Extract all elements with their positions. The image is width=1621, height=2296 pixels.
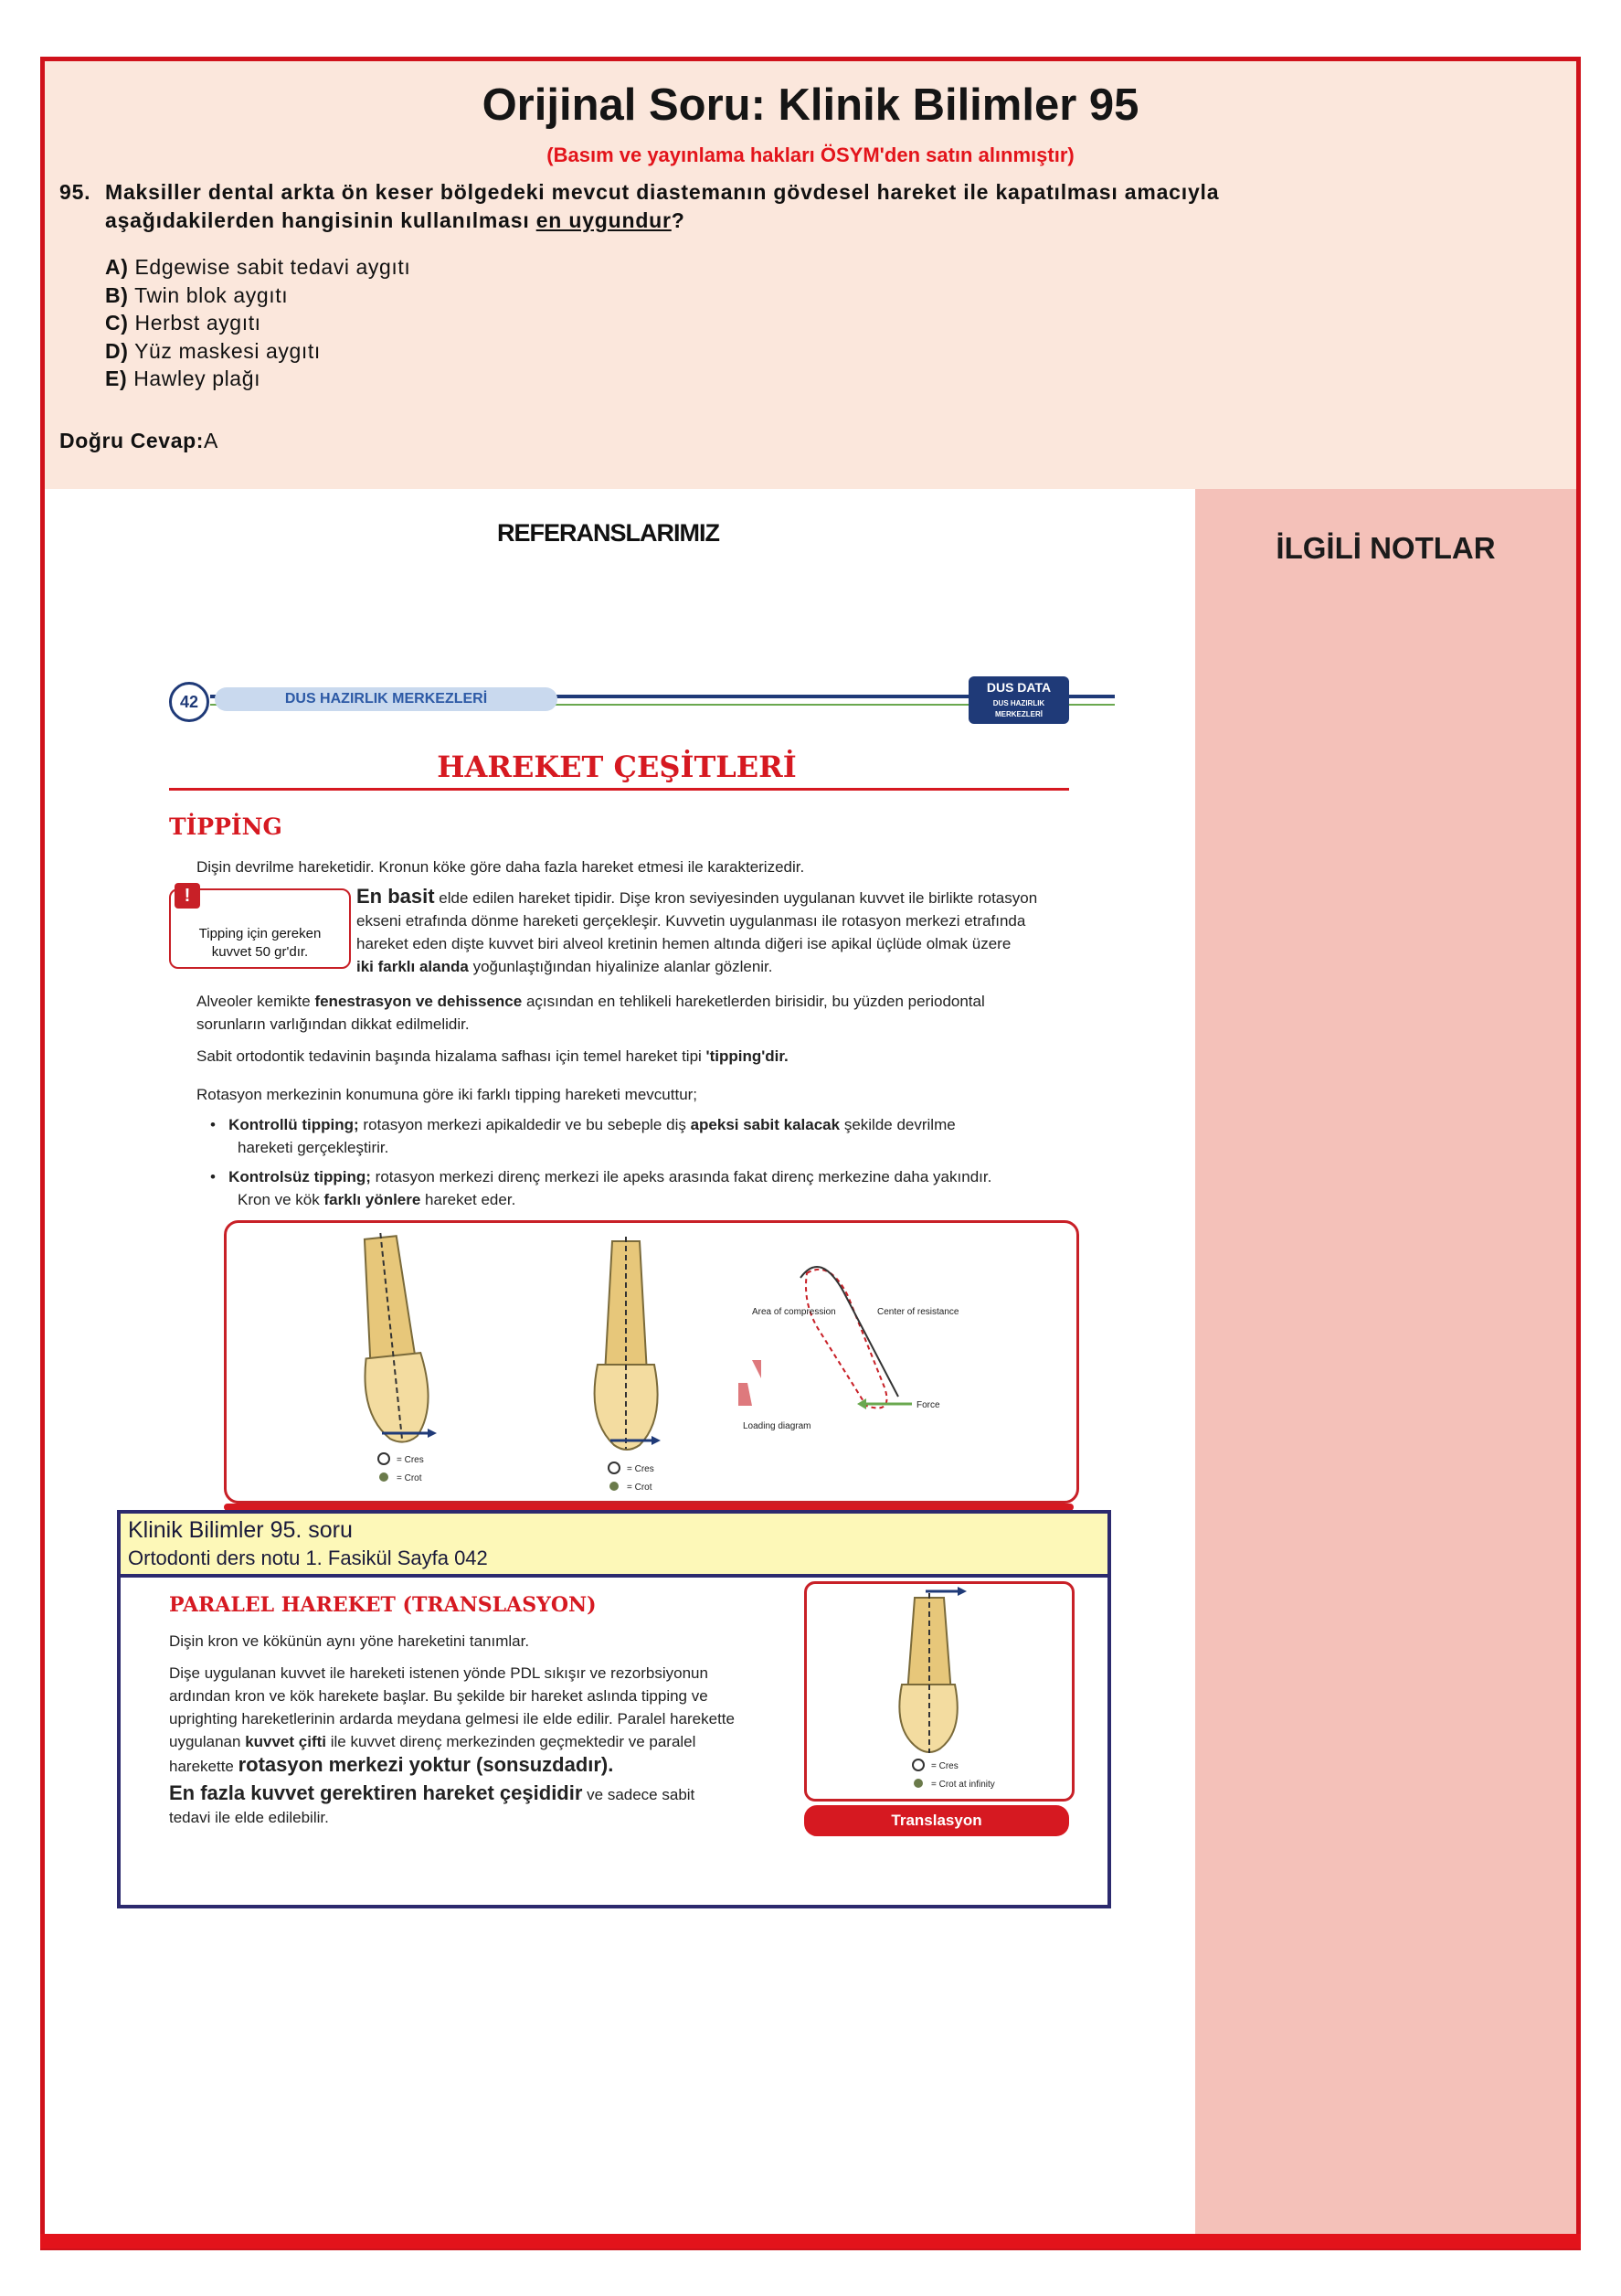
p2-a: Alveoler kemikte bbox=[196, 993, 315, 1010]
callout-line-2: Ortodonti ders notu 1. Fasikül Sayfa 042 bbox=[128, 1547, 488, 1569]
option-key: B) bbox=[105, 282, 129, 307]
option-b bbox=[105, 282, 410, 310]
tipping-paragraph-3 bbox=[196, 1045, 789, 1068]
t-l6b: En fazla kuvvet gerektiren hareket çeşididir bbox=[169, 1781, 583, 1804]
translation-heading: PARALEL HAREKET (TRANSLASYON) bbox=[169, 1593, 597, 1617]
p1-line3: hareket eden dişte kuvvet biri alveol kretinin hemen altında diğeri ise apikal üçlüde olmak üzere bbox=[356, 935, 1012, 952]
option-c bbox=[105, 309, 410, 337]
rights-note: (Basım ve yayınlama hakları ÖSYM'den satın alınmıştır) bbox=[546, 144, 1075, 166]
option-text: Edgewise sabit tedavi aygıtı bbox=[134, 255, 411, 279]
b1-bold2: apeksi sabit kalacak bbox=[690, 1116, 841, 1133]
b2-b: Kron ve kök bbox=[238, 1191, 324, 1208]
bullet-uncontrolled: • Kontrolsüz tipping; rotasyon merkezi direnç merkezi ile apeks arasında fakat direnç merkezine daha yakındır. Kron ve kök farklı yönlere hareket eder. bbox=[210, 1168, 992, 1208]
warning-text: Tipping için gereken kuvvet 50 gr'dır. bbox=[198, 926, 322, 960]
p1-bold: En basit bbox=[356, 885, 435, 908]
b1-a: rotasyon merkezi apikaldedir ve bu sebeple diş bbox=[358, 1116, 691, 1133]
t-l1: Dişe uygulanan kuvvet ile hareketi istenen yönde PDL sıkışır ve rezorbsiyonun bbox=[169, 1664, 708, 1682]
logo-text: DUS DATA bbox=[986, 680, 1052, 695]
t-def: Dişin kron ve kökünün aynı yöne hareketini tanımlar. bbox=[169, 1632, 530, 1650]
tipping-heading: TİPPİNG bbox=[169, 813, 282, 840]
center-resistance-label: Center of resistance bbox=[877, 1307, 959, 1317]
b2-c: hareket eder. bbox=[420, 1191, 516, 1208]
option-text: Herbst aygıtı bbox=[134, 311, 261, 335]
loading-diagram-label: Loading diagram bbox=[743, 1421, 811, 1431]
question-underlined: en uygundur bbox=[535, 208, 672, 232]
cres-label-3: = Cres bbox=[931, 1761, 959, 1771]
p1-line2: ekseni etrafında dönme hareketi gerçekleşir. Kuvvetin uygulanması ile rotasyon merkezi etrafında bbox=[356, 912, 1026, 930]
question-header bbox=[45, 61, 1576, 489]
b1-c: hareketi gerçekleştirir. bbox=[238, 1139, 389, 1156]
bullet-controlled: • Kontrollü tipping; rotasyon merkezi apikaldedir ve bu sebeple diş apeksi sabit kalacak şekilde devrilme hareketi gerçekleştirir. bbox=[210, 1113, 1078, 1159]
t-l6c: ve sadece sabit bbox=[582, 1786, 695, 1803]
p3-bold: 'tipping'dir. bbox=[705, 1047, 789, 1065]
options-list bbox=[105, 253, 410, 393]
t-l7: tedavi ile elde edilebilir. bbox=[169, 1809, 329, 1826]
question-line-1: Maksiller dental arkta ön keser bölgedeki mevcut diastemanın gövdesel hareket ile kapatılması amacıyla bbox=[105, 180, 1220, 204]
tipped-tooth-icon bbox=[350, 1229, 433, 1445]
header-pill: DUS HAZIRLIK MERKEZLERİ bbox=[215, 687, 557, 711]
p1-line1: elde edilen hareket tipidir. Dişe kron seviyesinden uygulanan kuvvet ile birlikte rotasyon bbox=[434, 889, 1038, 907]
option-text: Hawley plağı bbox=[133, 367, 261, 390]
b1-bold: Kontrollü tipping; bbox=[228, 1116, 359, 1133]
question-end: ? bbox=[671, 208, 685, 232]
force-label: Force bbox=[916, 1400, 940, 1410]
notes-title: İLGİLİ NOTLAR bbox=[1276, 531, 1496, 565]
option-a bbox=[105, 253, 410, 282]
option-key: D) bbox=[105, 338, 129, 363]
b2-bold: Kontrolsüz tipping; bbox=[228, 1168, 371, 1185]
answer-label: Doğru Cevap: bbox=[59, 429, 204, 452]
crot-infinity-label: = Crot at infinity bbox=[931, 1780, 995, 1790]
notes-panel bbox=[1195, 489, 1576, 2234]
option-key: A) bbox=[105, 255, 129, 279]
tipping-figure bbox=[224, 1220, 1079, 1504]
section-rule bbox=[169, 788, 1069, 791]
crot-label-2: = Crot bbox=[627, 1483, 652, 1493]
tipping-paragraph-1 bbox=[356, 885, 1078, 978]
option-text: Yüz maskesi aygıtı bbox=[134, 338, 321, 363]
bottom-bar bbox=[40, 2234, 1581, 2248]
option-d bbox=[105, 337, 410, 366]
tipping-illustration bbox=[227, 1223, 1076, 1501]
p1-bold2: iki farklı alanda bbox=[356, 958, 469, 975]
page-title: Orijinal Soru: Klinik Bilimler 95 bbox=[482, 80, 1139, 130]
references-title: REFERANSLARIMIZ bbox=[497, 519, 719, 547]
reference-callout bbox=[117, 1510, 1111, 1908]
callout-header bbox=[121, 1514, 1107, 1578]
p2-b: açısından en tehlikeli hareketlerden birisidir, bu yüzden periodontal bbox=[522, 993, 985, 1010]
b1-b: şekilde devrilme bbox=[840, 1116, 956, 1133]
tipping-paragraph-2 bbox=[196, 990, 1074, 1036]
option-key: C) bbox=[105, 311, 129, 335]
b2-bold2: farklı yönlere bbox=[323, 1191, 421, 1208]
translation-pill: Translasyon bbox=[804, 1805, 1069, 1836]
cres-label: = Cres bbox=[397, 1455, 424, 1465]
p3-a: Sabit ortodontik tedavinin başında hizalama safhası için temel hareket tipi bbox=[196, 1047, 706, 1065]
t-l5b: rotasyon merkezi yoktur (sonsuzdadır). bbox=[238, 1753, 614, 1776]
option-text: Twin blok aygıtı bbox=[134, 282, 289, 307]
question-number: 95. bbox=[59, 180, 91, 204]
exclamation-icon: ! bbox=[175, 883, 200, 909]
p2-c: sorunların varlığından dikkat edilmelidir. bbox=[196, 1015, 470, 1033]
t-l4b: kuvvet çifti bbox=[245, 1733, 326, 1750]
page-number: 42 bbox=[169, 682, 209, 722]
option-e bbox=[105, 365, 410, 393]
t-l5a: harekette bbox=[169, 1758, 238, 1775]
p1-line4: yoğunlaştığından hiyalinize alanlar gözlenir. bbox=[468, 958, 773, 975]
tipping-definition: Dişin devrilme hareketidir. Kronun köke göre daha fazla hareket etmesi ile karakterizedir. bbox=[196, 858, 805, 876]
t-l4a: uygulanan bbox=[169, 1733, 246, 1750]
option-key: E) bbox=[105, 367, 128, 390]
correct-answer bbox=[59, 429, 218, 453]
section-title: HAREKET ÇEŞİTLERİ bbox=[437, 749, 797, 784]
b2-a: rotasyon merkezi direnç merkezi ile apeks arasında fakat direnç merkezine daha yakındır. bbox=[370, 1168, 992, 1185]
p2-bold: fenestrasyon ve dehissence bbox=[314, 993, 523, 1010]
question-line-2-text: aşağıdakilerden hangisinin kullanılması bbox=[105, 208, 536, 232]
crot-label: = Crot bbox=[397, 1473, 422, 1483]
cres-label-2: = Cres bbox=[627, 1464, 654, 1474]
question-line-2 bbox=[105, 207, 1430, 235]
area-compression-label: Area of compression bbox=[752, 1307, 836, 1317]
t-l2: ardından kron ve kök harekete başlar. Bu şekilde bir hareket aslında tipping ve bbox=[169, 1687, 708, 1705]
answer-value: A bbox=[204, 429, 218, 452]
logo-subtext: DUS HAZIRLIK MERKEZLERİ bbox=[992, 699, 1045, 718]
question-text bbox=[59, 178, 1430, 235]
loading-diagram-icon bbox=[738, 1267, 912, 1409]
warning-box bbox=[169, 888, 351, 969]
callout-line-1: Klinik Bilimler 95. soru bbox=[128, 1517, 353, 1543]
controlled-tooth-icon bbox=[595, 1237, 658, 1450]
tipping-paragraph-4: Rotasyon merkezinin konumuna göre iki farklı tipping hareketi mevcuttur; bbox=[196, 1086, 698, 1103]
t-l3: uprighting hareketlerinin ardarda meydana gelmesi ile elde edilir. Paralel harekette bbox=[169, 1710, 735, 1727]
t-l4c: ile kuvvet direnç merkezinden geçmektedir ve paralel bbox=[326, 1733, 696, 1750]
dusdata-logo bbox=[969, 676, 1069, 724]
